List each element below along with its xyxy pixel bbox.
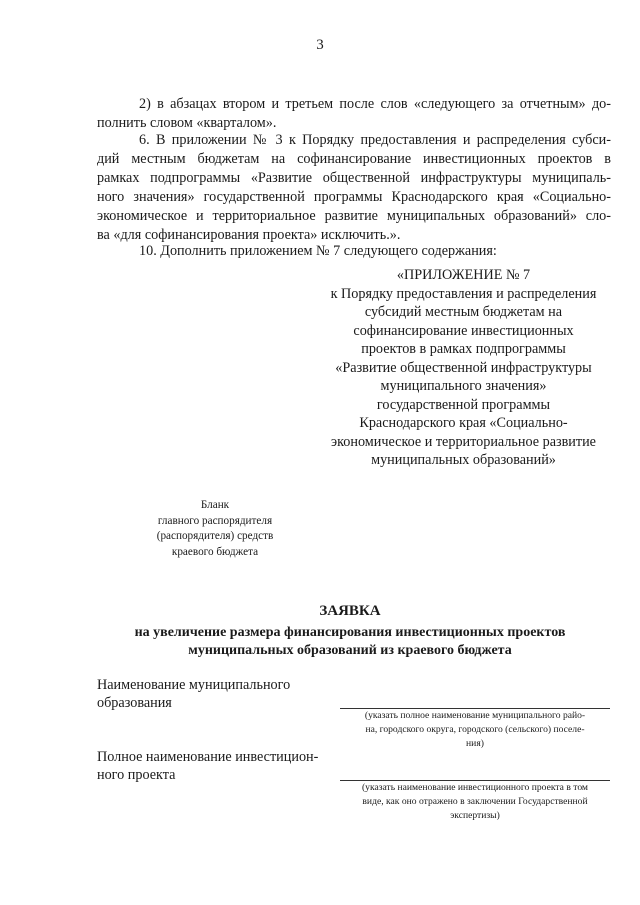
appendix-header-line: экономическое и территориальное развитие	[331, 433, 596, 450]
paragraph-line: ва «для софинансирования проекта» исключить.».	[97, 227, 401, 243]
hint-line: ния)	[466, 738, 484, 749]
appendix-header	[316, 266, 611, 470]
paragraph-line: экономическое и территориальное развитие муниципальных образований» сло-	[97, 208, 611, 224]
field-label-line: Наименование муниципального	[97, 677, 291, 693]
appendix-header-line: проектов в рамках подпрограммы	[361, 341, 566, 357]
paragraph-line: дий местным бюджетам на софинансирование инвестиционных проектов в	[97, 151, 611, 167]
letterhead-note-line: краевого бюджета	[171, 545, 259, 558]
field-label-line: ного проекта	[97, 767, 176, 783]
field-label-line: Полное наименование инвестицион-	[97, 749, 319, 765]
municipality-name-hint	[338, 709, 612, 751]
appendix-header-line: к Порядку предоставления и распределения	[330, 285, 597, 302]
document-subtitle-line: на увеличение размера финансирования инвестиционных проектов	[134, 625, 566, 640]
hint-line: (указать полное наименование муниципального райо-	[364, 710, 586, 721]
letterhead-note-line: главного распорядителя	[157, 514, 273, 527]
paragraph-line: полнить словом «кварталом».	[97, 115, 277, 131]
project-name-hint	[338, 781, 612, 823]
paragraph-line: 6. В приложении № 3 к Порядку предоставления и распределения субси-	[139, 132, 611, 148]
letterhead-note	[130, 498, 300, 560]
hint-line: экспертизы)	[450, 810, 500, 821]
appendix-header-line: Краснодарского края «Социально-	[359, 415, 568, 431]
appendix-header-line: муниципального значения»	[380, 378, 547, 394]
hint-line: (указать наименование инвестиционного проекта в том	[361, 782, 589, 793]
document-subtitle-line: муниципальных образований из краевого бюджета	[188, 643, 512, 658]
letterhead-note-line: Бланк	[200, 499, 230, 511]
appendix-header-line: субсидий местным бюджетам на	[364, 304, 563, 320]
page-number: 3	[316, 37, 324, 53]
amendment-paragraph-2	[97, 95, 611, 133]
appendix-header-line: софинансирование инвестиционных	[353, 322, 574, 339]
paragraph-line: ного значения» государственной программы Краснодарского края «Социально-	[97, 189, 611, 205]
appendix-header-line: муниципальных образований»	[371, 452, 556, 468]
letterhead-note-line: (распорядителя) средств	[156, 530, 274, 542]
field-label-line: образования	[97, 695, 172, 711]
project-name-label	[97, 748, 318, 784]
appendix-header-line: «ПРИЛОЖЕНИЕ № 7	[396, 267, 531, 283]
paragraph-line: 2) в абзацах втором и третьем после слов «следующего за отчетным» до-	[139, 96, 611, 112]
paragraph-line: рамках подпрограммы «Развитие общественной инфраструктуры муниципаль-	[97, 170, 611, 186]
municipality-name-label	[97, 676, 290, 712]
amendment-paragraph-10	[97, 242, 611, 261]
amendment-paragraph-6	[97, 131, 611, 245]
hint-line: на, городского округа, городского (сельского) поселе-	[365, 724, 585, 735]
document-title: ЗАЯВКА	[319, 603, 381, 619]
hint-line: виде, как оно отражено в заключении Государственной	[362, 796, 588, 807]
paragraph-line: 10. Дополнить приложением № 7 следующего содержания:	[139, 243, 497, 259]
appendix-header-line: «Развитие общественной инфраструктуры	[335, 359, 592, 376]
appendix-header-line: государственной программы	[376, 396, 551, 413]
